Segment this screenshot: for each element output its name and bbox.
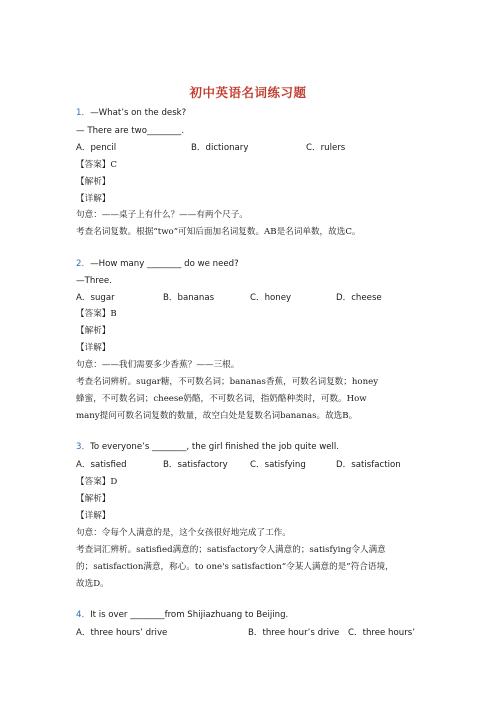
explanation-line: 蜂蜜，不可数名词；cheese奶酪，不可数名词，指奶酪种类时，可数。How [76, 394, 367, 404]
question-1-stem [76, 107, 186, 119]
option-c: C．honey [250, 293, 292, 303]
option-a: A．satisfied [76, 460, 127, 470]
question-number: 3． [76, 442, 91, 452]
option-b: B．bananas [163, 293, 215, 303]
question-3-stem [76, 441, 339, 453]
analysis-label: 【解析】 [76, 177, 111, 187]
question-text: —What’s on the desk? [90, 108, 187, 118]
detail-label: 【详解】 [76, 194, 111, 204]
option-b: B．satisfactory [163, 460, 228, 470]
question-4-stem [76, 609, 288, 621]
detail-label: 【详解】 [76, 511, 111, 521]
option-a: A．three hours’ drive [76, 628, 168, 638]
page-title: 初中英语名词练习题 [189, 85, 307, 100]
question-2-stem [76, 258, 239, 270]
question-1-line2: — There are two________. [76, 126, 185, 136]
option-a: A．sugar [76, 293, 115, 303]
detail-label: 【详解】 [76, 343, 111, 353]
explanation-line: 句意：令每个人满意的是，这个女孩很好地完成了工作。 [76, 528, 291, 538]
question-number: 1． [76, 108, 91, 118]
analysis-label: 【解析】 [76, 326, 111, 336]
explanation-line: 考查名词复数。根据“two”可知后面加名词复数。AB是名词单数，故选C。 [76, 227, 361, 237]
option-c: C．satisfying [250, 460, 306, 470]
option-c: C．three hours’ [348, 628, 415, 638]
option-b: B．three hour’s drive [248, 628, 340, 638]
answer-line: 【答案】C [76, 160, 117, 170]
option-a: A．pencil [76, 143, 117, 153]
question-number: 2． [76, 259, 91, 269]
option-b: B．dictionary [191, 143, 249, 153]
explanation-line: 考查名词辨析。sugar糖，不可数名词；bananas香蕉，可数名词复数；honey [76, 377, 379, 387]
analysis-label: 【解析】 [76, 494, 111, 504]
question-text: —How many ________ do we need? [90, 259, 239, 269]
question-number: 4． [76, 610, 91, 620]
explanation-line: 句意：——我们需要多少香蕉？——三根。 [76, 360, 240, 370]
option-d: D．cheese [336, 293, 382, 303]
question-text: To everyone’s ________, the girl finished the job quite well. [90, 442, 340, 452]
explanation-line: many提问可数名词复数的数量，故空白处是复数名词bananas。故选B。 [76, 411, 358, 421]
explanation-line: 句意：——桌子上有什么？——有两个尺子。 [76, 210, 248, 220]
question-text: It is over ________from Shijiazhuang to Beijing. [90, 610, 289, 620]
answer-line: 【答案】D [76, 477, 118, 487]
explanation-line: 考查词汇辨析。satisfied满意的；satisfactory令人满意的；satisfying令人满意 [76, 545, 386, 555]
question-2-line2: —Three. [76, 276, 112, 286]
explanation-line: 的；satisfaction满意，称心。to one's satisfaction“令某人满意的是”符合语境， [76, 562, 394, 572]
answer-line: 【答案】B [76, 309, 117, 319]
option-c: C．rulers [306, 143, 346, 153]
explanation-line: 故选D。 [76, 579, 109, 589]
option-d: D．satisfaction [336, 460, 401, 470]
